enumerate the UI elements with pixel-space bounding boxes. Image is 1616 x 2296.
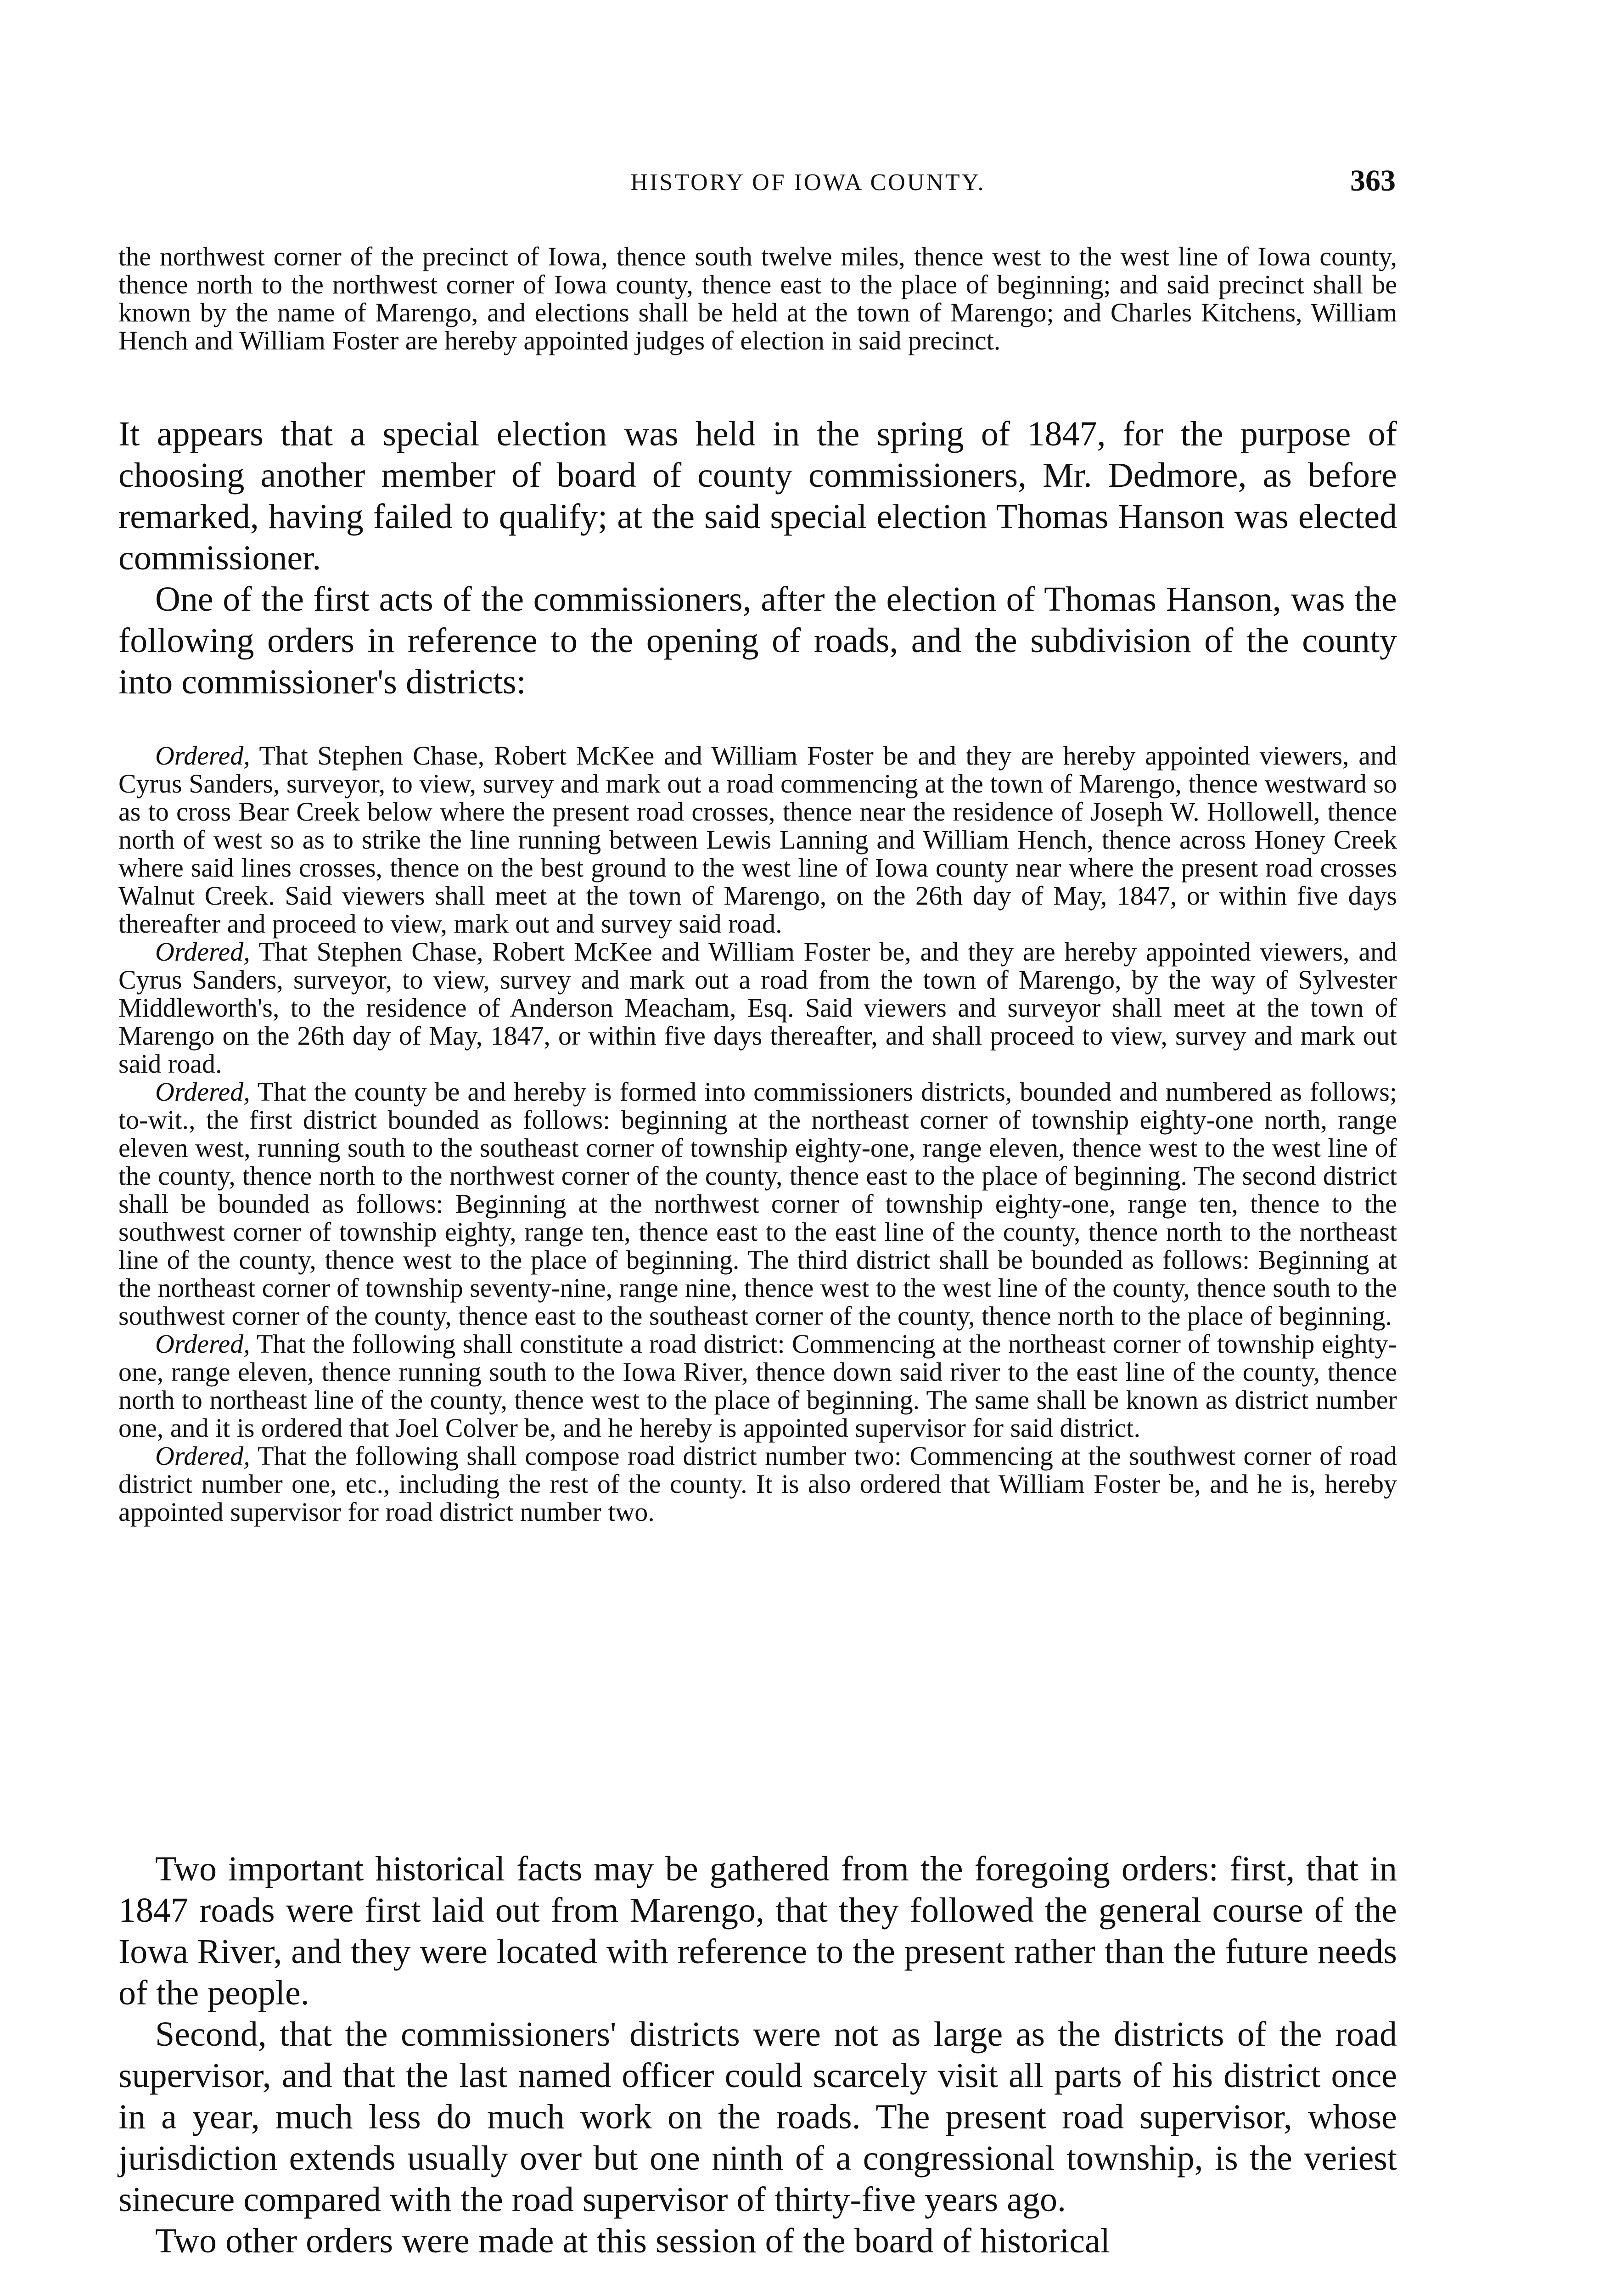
order-lead: Ordered, [155,741,250,771]
orders-list [118,742,1397,1526]
order-lead: Ordered, [155,1329,250,1359]
order-text: That Stephen Chase, Robert McKee and William Foster be and they are hereby appointed viewers, and Cyrus Sanders, surveyor, to view, survey and mark out a road commencing at the town of Marengo, thence westward so as to cross Bear Creek below where the present road crosses, thence near the residence of Joseph W. Hollowell, thence north of west so as to strike the line running between Lewis Lanning and William Hench, thence across Honey Creek where said lines crosses, thence on the best ground to the west line of Iowa county near where the present road crosses Walnut Creek. Said viewers shall meet at the town of Marengo, on the 26th day of May, 1847, or within five days thereafter and proceed to view, mark out and survey said road. [118,741,1397,939]
order-item [118,1442,1397,1526]
order-text: That the following shall constitute a road district: Commencing at the northeast corner of township eighty-one, range eleven, thence running south to the Iowa River, thence down said river to the east line of the county, thence north to northeast line of the county, thence west to the place of beginning. The same shall be known as district number one, and it is ordered that Joel Colver be, and he hereby is appointed supervisor for said district. [118,1329,1397,1443]
order-lead: Ordered, [155,1441,250,1471]
page-number: 363 [1350,164,1396,197]
order-item [118,1078,1397,1330]
paragraph: Two other orders were made at this session of the board of historical [155,2222,1110,2260]
order-item [118,1330,1397,1442]
order-item [118,938,1397,1078]
order-text: That the county be and hereby is formed into commissioners districts, bounded and numbered as follows; to-wit., the first district bounded as follows: beginning at the northeast corner of township eighty-one north, range eleven west, running south to the southeast corner of township eighty-one, range eleven, thence west to the west line of the county, thence north to the northwest corner of the county, thence east to the place of beginning. The second district shall be bounded as follows: Beginning at the northwest corner of township eighty-one, range ten, thence to the southwest corner of township eighty, range ten, thence east to the east line of the county, thence north to the northeast line of the county, thence west to the place of beginning. The third district shall be bounded as follows: Beginning at the northeast corner of township seventy-nine, range nine, thence west to the west line of the county, thence south to the southwest corner of the county, thence east to the southeast corner of the county, thence north to the place of beginning. [118,1077,1397,1331]
paragraph: Second, that the commissioners' districts were not as large as the districts of the road supervisor, and that the last named officer could scarcely visit all parts of his district once in a year, much less do much work on the roads. The present road supervisor, whose jurisdiction extends usually over but one ninth of a congressional township, is the veriest sinecure compared with the road supervisor of thirty-five years ago. [118,2015,1397,2219]
running-header: HISTORY OF IOWA COUNTY. [630,169,986,196]
order-text: That the following shall compose road district number two: Commencing at the southwest corner of road district number one, etc., including the rest of the county. It is also ordered that William Foster be, and he is, hereby appointed supervisor for road district number two. [118,1441,1397,1527]
quoted-precinct-order [118,242,1397,355]
body-section-1 [118,413,1397,703]
paragraph: Two important historical facts may be gathered from the foregoing orders: first, that in 1847 roads were first laid out from Marengo, that they followed the general course of the Iowa River, and they were located with reference to the present rather than the future needs of the people. [118,1850,1397,2012]
quote-text: the northwest corner of the precinct of Iowa, thence south twelve miles, thence west to the west line of Iowa county, thence north to the northwest corner of Iowa county, thence east to the place of beginning; and said precinct shall be known by the name of Marengo, and elections shall be held at the town of Marengo; and Charles Kitchens, William Hench and William Foster are hereby appointed judges of election in said precinct. [118,242,1397,355]
order-lead: Ordered, [155,1077,250,1107]
order-lead: Ordered, [155,937,250,967]
body-section-2 [118,1848,1397,2262]
paragraph: It appears that a special election was held in the spring of 1847, for the purpose of choosing another member of board of county commissioners, Mr. Dedmore, as before remarked, having failed to qualify; at the said special election Thomas Hanson was elected commissioner. [118,415,1397,577]
order-text: That Stephen Chase, Robert McKee and William Foster be, and they are hereby appointed viewers, and Cyrus Sanders, surveyor, to view, survey and mark out a road from the town of Marengo, by the way of Sylvester Middleworth's, to the residence of Anderson Meacham, Esq. Said viewers and surveyor shall meet at the town of Marengo on the 26th day of May, 1847, or within five days thereafter, and shall proceed to view, survey and mark out said road. [118,937,1397,1079]
paragraph: One of the first acts of the commissioners, after the election of Thomas Hanson, was the following orders in reference to the opening of roads, and the subdivision of the county into commissioner's districts: [118,580,1397,701]
order-item [118,742,1397,938]
